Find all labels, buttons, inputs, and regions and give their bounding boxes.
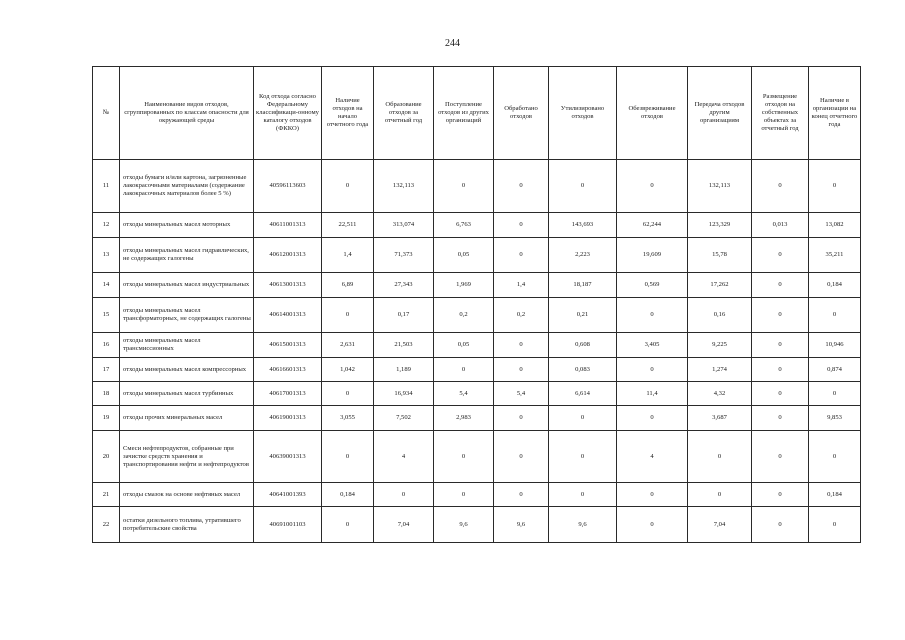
processed: 0,2 xyxy=(494,298,549,333)
neutralized: 62,244 xyxy=(617,213,688,238)
neutralized: 0 xyxy=(617,507,688,543)
placed: 0 xyxy=(752,507,809,543)
table-row xyxy=(93,483,861,507)
row-number: 18 xyxy=(93,382,120,406)
header-number: № xyxy=(93,67,120,160)
neutralized: 0 xyxy=(617,298,688,333)
header-processed: Обработано отходов xyxy=(494,67,549,160)
transferred: 0,16 xyxy=(688,298,752,333)
header-waste-name: Наименование видов отходов, сгруппированных по классам опасности для окружающей среды xyxy=(120,67,254,160)
utilized: 0 xyxy=(549,483,617,507)
row-number: 22 xyxy=(93,507,120,543)
processed: 0 xyxy=(494,483,549,507)
start-balance: 0 xyxy=(322,507,374,543)
table-row xyxy=(93,238,861,273)
table-row xyxy=(93,213,861,238)
waste-name: отходы минеральных масел моторных xyxy=(120,213,254,238)
received: 0 xyxy=(434,483,494,507)
received: 0,05 xyxy=(434,333,494,358)
processed: 0 xyxy=(494,160,549,213)
fkko-code: 40612001313 xyxy=(254,238,322,273)
generated: 7,04 xyxy=(374,507,434,543)
waste-name: отходы минеральных масел трансмиссионных xyxy=(120,333,254,358)
table-row xyxy=(93,507,861,543)
start-balance: 1,4 xyxy=(322,238,374,273)
row-number: 16 xyxy=(93,333,120,358)
fkko-code: 40614001313 xyxy=(254,298,322,333)
placed: 0,013 xyxy=(752,213,809,238)
end-balance: 0,184 xyxy=(809,273,861,298)
end-balance: 35,211 xyxy=(809,238,861,273)
generated: 27,343 xyxy=(374,273,434,298)
neutralized: 0 xyxy=(617,483,688,507)
processed: 0 xyxy=(494,431,549,483)
start-balance: 2,631 xyxy=(322,333,374,358)
row-number: 14 xyxy=(93,273,120,298)
utilized: 9,6 xyxy=(549,507,617,543)
processed: 0 xyxy=(494,238,549,273)
processed: 9,6 xyxy=(494,507,549,543)
received: 1,969 xyxy=(434,273,494,298)
waste-name: Смеси нефтепродуктов, собранные при зачистке средств хранения и транспортирования нефти и нефтепродуктов xyxy=(120,431,254,483)
header-transferred: Передача отходов другим организациям xyxy=(688,67,752,160)
start-balance: 6,89 xyxy=(322,273,374,298)
row-number: 13 xyxy=(93,238,120,273)
fkko-code: 40691001103 xyxy=(254,507,322,543)
received: 0,05 xyxy=(434,238,494,273)
row-number: 12 xyxy=(93,213,120,238)
transferred: 9,225 xyxy=(688,333,752,358)
transferred: 15,78 xyxy=(688,238,752,273)
fkko-code: 40616601313 xyxy=(254,358,322,382)
end-balance: 13,082 xyxy=(809,213,861,238)
neutralized: 0,569 xyxy=(617,273,688,298)
utilized: 18,187 xyxy=(549,273,617,298)
generated: 1,189 xyxy=(374,358,434,382)
table-row xyxy=(93,333,861,358)
header-end-balance: Наличие в организации на конец отчетного года xyxy=(809,67,861,160)
neutralized: 19,609 xyxy=(617,238,688,273)
utilized: 0,608 xyxy=(549,333,617,358)
received: 9,6 xyxy=(434,507,494,543)
transferred: 132,113 xyxy=(688,160,752,213)
waste-name: отходы минеральных масел индустриальных xyxy=(120,273,254,298)
start-balance: 0 xyxy=(322,431,374,483)
neutralized: 4 xyxy=(617,431,688,483)
header-fkko-code: Код отхода согласно Федеральному классификаци-онному каталогу отходов (ФККО) xyxy=(254,67,322,160)
end-balance: 10,946 xyxy=(809,333,861,358)
generated: 7,502 xyxy=(374,406,434,431)
table-row xyxy=(93,431,861,483)
placed: 0 xyxy=(752,431,809,483)
table-row xyxy=(93,382,861,406)
row-number: 17 xyxy=(93,358,120,382)
end-balance: 0,874 xyxy=(809,358,861,382)
transferred: 7,04 xyxy=(688,507,752,543)
waste-name: отходы минеральных масел трансформаторных, не содержащих галогены xyxy=(120,298,254,333)
utilized: 0 xyxy=(549,406,617,431)
received: 0,2 xyxy=(434,298,494,333)
end-balance: 0 xyxy=(809,507,861,543)
processed: 0 xyxy=(494,213,549,238)
start-balance: 0 xyxy=(322,298,374,333)
fkko-code: 40617001313 xyxy=(254,382,322,406)
placed: 0 xyxy=(752,298,809,333)
row-number: 11 xyxy=(93,160,120,213)
table-row xyxy=(93,298,861,333)
placed: 0 xyxy=(752,483,809,507)
row-number: 21 xyxy=(93,483,120,507)
neutralized: 0 xyxy=(617,358,688,382)
transferred: 0 xyxy=(688,431,752,483)
fkko-code: 40596113603 xyxy=(254,160,322,213)
received: 0 xyxy=(434,358,494,382)
table-row xyxy=(93,160,861,213)
processed: 0 xyxy=(494,406,549,431)
transferred: 123,329 xyxy=(688,213,752,238)
generated: 313,074 xyxy=(374,213,434,238)
end-balance: 0 xyxy=(809,382,861,406)
page-number: 244 xyxy=(445,38,460,49)
received: 5,4 xyxy=(434,382,494,406)
utilized: 0 xyxy=(549,160,617,213)
utilized: 0,083 xyxy=(549,358,617,382)
row-number: 20 xyxy=(93,431,120,483)
transferred: 0 xyxy=(688,483,752,507)
row-number: 15 xyxy=(93,298,120,333)
row-number: 19 xyxy=(93,406,120,431)
waste-name: отходы бумаги и/или картона, загрязненные лакокрасочными материалами (содержание лакокрасочных материалов более 5 %) xyxy=(120,160,254,213)
neutralized: 0 xyxy=(617,160,688,213)
table-row xyxy=(93,358,861,382)
start-balance: 22,511 xyxy=(322,213,374,238)
utilized: 143,693 xyxy=(549,213,617,238)
placed: 0 xyxy=(752,333,809,358)
utilized: 0 xyxy=(549,431,617,483)
waste-name: отходы минеральных масел турбинных xyxy=(120,382,254,406)
waste-table xyxy=(92,66,861,543)
header-utilized: Утилизировано отходов xyxy=(549,67,617,160)
waste-name: отходы прочих минеральных масел xyxy=(120,406,254,431)
placed: 0 xyxy=(752,273,809,298)
header-neutralized: Обезвреживание отходов xyxy=(617,67,688,160)
generated: 21,503 xyxy=(374,333,434,358)
utilized: 6,614 xyxy=(549,382,617,406)
received: 0 xyxy=(434,160,494,213)
waste-name: остатки дизельного топлива, утратившего потребительские свойства xyxy=(120,507,254,543)
end-balance: 9,853 xyxy=(809,406,861,431)
generated: 4 xyxy=(374,431,434,483)
placed: 0 xyxy=(752,160,809,213)
end-balance: 0 xyxy=(809,298,861,333)
waste-name: отходы минеральных масел компрессорных xyxy=(120,358,254,382)
fkko-code: 40615001313 xyxy=(254,333,322,358)
header-start-balance: Наличие отходов на начало отчетного года xyxy=(322,67,374,160)
end-balance: 0 xyxy=(809,160,861,213)
start-balance: 1,042 xyxy=(322,358,374,382)
header-placed: Размещение отходов на собственных объектах за отчетный год xyxy=(752,67,809,160)
neutralized: 11,4 xyxy=(617,382,688,406)
received: 2,983 xyxy=(434,406,494,431)
header-generated: Образование отходов за отчетный год xyxy=(374,67,434,160)
start-balance: 0,184 xyxy=(322,483,374,507)
fkko-code: 40611001313 xyxy=(254,213,322,238)
received: 0 xyxy=(434,431,494,483)
fkko-code: 40613001313 xyxy=(254,273,322,298)
utilized: 0,21 xyxy=(549,298,617,333)
transferred: 4,32 xyxy=(688,382,752,406)
placed: 0 xyxy=(752,238,809,273)
generated: 16,934 xyxy=(374,382,434,406)
transferred: 3,687 xyxy=(688,406,752,431)
fkko-code: 40639001313 xyxy=(254,431,322,483)
waste-name: отходы минеральных масел гидравлических, не содержащих галогены xyxy=(120,238,254,273)
start-balance: 0 xyxy=(322,382,374,406)
table-header-row xyxy=(93,67,861,160)
table-row xyxy=(93,406,861,431)
end-balance: 0,184 xyxy=(809,483,861,507)
placed: 0 xyxy=(752,358,809,382)
start-balance: 0 xyxy=(322,160,374,213)
fkko-code: 40641001393 xyxy=(254,483,322,507)
generated: 71,373 xyxy=(374,238,434,273)
transferred: 1,274 xyxy=(688,358,752,382)
utilized: 2,223 xyxy=(549,238,617,273)
placed: 0 xyxy=(752,406,809,431)
table-row xyxy=(93,273,861,298)
processed: 0 xyxy=(494,333,549,358)
neutralized: 3,405 xyxy=(617,333,688,358)
placed: 0 xyxy=(752,382,809,406)
neutralized: 0 xyxy=(617,406,688,431)
end-balance: 0 xyxy=(809,431,861,483)
generated: 0,17 xyxy=(374,298,434,333)
fkko-code: 40619001313 xyxy=(254,406,322,431)
processed: 0 xyxy=(494,358,549,382)
waste-name: отходы смазок на основе нефтяных масел xyxy=(120,483,254,507)
generated: 0 xyxy=(374,483,434,507)
transferred: 17,262 xyxy=(688,273,752,298)
received: 6,763 xyxy=(434,213,494,238)
processed: 1,4 xyxy=(494,273,549,298)
generated: 132,113 xyxy=(374,160,434,213)
start-balance: 3,055 xyxy=(322,406,374,431)
header-received: Поступление отходов из других организаций xyxy=(434,67,494,160)
processed: 5,4 xyxy=(494,382,549,406)
